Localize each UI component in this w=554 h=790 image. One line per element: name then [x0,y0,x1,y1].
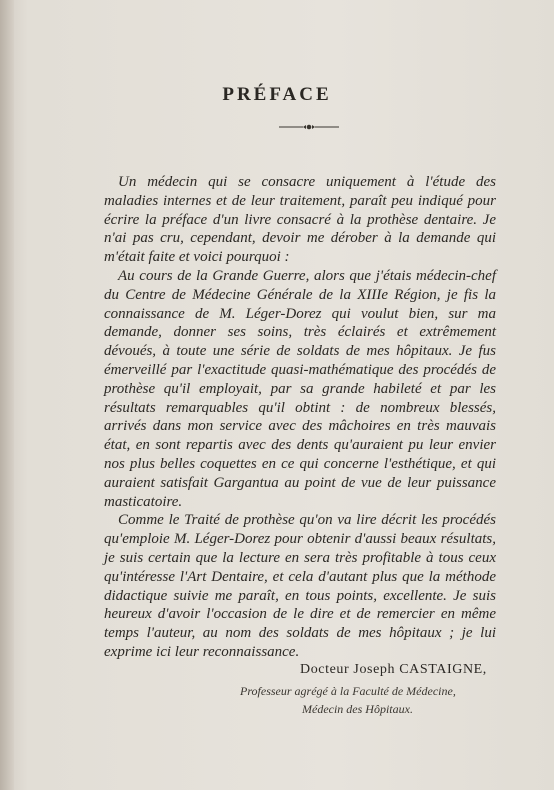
signature-title-2: Médecin des Hôpitaux. [302,702,413,716]
signature-title-1: Professeur agrégé à la Faculté de Médecine, [240,684,456,698]
paragraph-war: Au cours de la Grande Guerre, alors que j'étais médecin-chef du Centre de Médecine Générale de la XIIIe Région, je fis la connaissance de M. Léger-Dorez qui voulut bien, sur ma demande, donner ses soins, très éclairés et extrêmement dévoués, à toute une série de soldats de mes hôpitaux. Je fus émerveillé par l'exactitude quasi-mathématique des procédés de prothèse qu'il employait, par sa grande habileté et par les résultats remarquables qu'il obtint : de nombreux blessés, arrivés dans mon service avec des mâchoires en très mauvais état, en sont repartis avec des dents qu'auraient pu leur envier nos plus belles coquettes en ce qui concerne l'esthétique, et qui auraient satisfait Gargantua au point de vue de leur puissance masticatoire. [104,267,496,510]
page-title: PRÉFACE [222,84,332,105]
signature-name: Docteur Joseph CASTAIGNE, [300,662,487,677]
paragraph-intro: Un médecin qui se consacre uniquement à l'étude des maladies internes et de leur traitement, paraît peu indiqué pour écrire la préface d'un livre consacré à la prothèse dentaire. Je n'ai pas cru, cependant, devoir me dérober à la demande qui m'était faite et voici pourquoi : [104,174,496,266]
ornament-divider [279,123,339,131]
paragraph-treatise: Comme le Traité de prothèse qu'on va lire décrit les procédés qu'emploie M. Léger-Dorez pour obtenir d'aussi beaux résultats, je suis certain que la lecture en sera très profitable à tous ceux qu'intéresse l'Art Dentaire, et cela d'autant plus que la méthode didactique suivie me paraît, en tous points, excellente. Je suis heureux d'avoir l'occasion de le dire et de remercier en même temps l'auteur, au nom des soldats de mes hôpitaux ; je lui exprime ici leur reconnaissance. [104,512,496,660]
page-edge [0,0,14,790]
preface-body [104,173,496,662]
